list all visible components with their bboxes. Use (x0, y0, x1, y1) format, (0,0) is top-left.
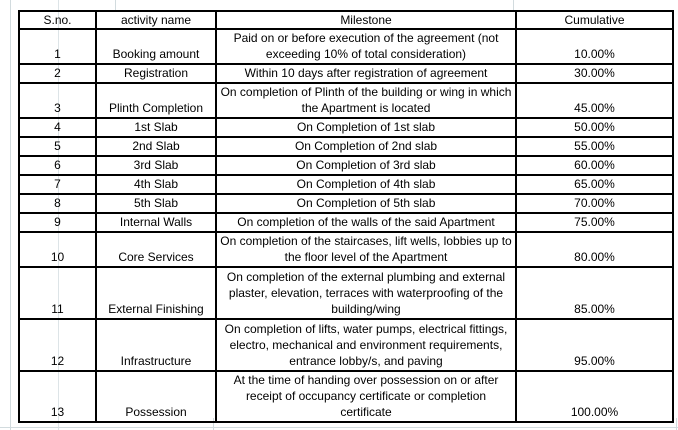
cumulative-cell: 65.00% (516, 175, 673, 194)
activity-cell: 4th Slab (96, 175, 216, 194)
milestone-cell: Paid on or before execution of the agreement (not exceeding 10% of total consideration) (216, 29, 516, 64)
activity-cell: Infrastructure (96, 319, 216, 371)
payment-schedule-table (18, 10, 674, 423)
header-sno: S.no. (19, 11, 96, 29)
sno-cell: 9 (19, 213, 96, 232)
cumulative-cell: 60.00% (516, 156, 673, 175)
milestone-cell: On completion of the external plumbing and external plaster, elevation, terraces with waterproofing of the building/wing (216, 267, 516, 319)
table-row (19, 29, 673, 64)
sno-cell: 5 (19, 137, 96, 156)
header-activity: activity name (96, 11, 216, 29)
activity-cell: Possession (96, 371, 216, 422)
activity-cell: 1st Slab (96, 118, 216, 137)
milestone-cell: On Completion of 1st slab (216, 118, 516, 137)
milestone-cell: On completion of the walls of the said Apartment (216, 213, 516, 232)
gridline-vertical (115, 0, 116, 10)
activity-cell: 2nd Slab (96, 137, 216, 156)
milestone-cell: On Completion of 5th slab (216, 194, 516, 213)
sno-cell: 10 (19, 232, 96, 267)
sno-cell: 2 (19, 64, 96, 83)
table-row (19, 118, 673, 137)
gridline-vertical (676, 418, 677, 430)
cumulative-cell: 70.00% (516, 194, 673, 213)
sno-cell: 6 (19, 156, 96, 175)
activity-cell: Internal Walls (96, 213, 216, 232)
activity-cell: Booking amount (96, 29, 216, 64)
milestone-cell: On completion of lifts, water pumps, electrical fittings, electro, mechanical and environment requirements, entrance lobby/s, and paving (216, 319, 516, 371)
sno-cell: 12 (19, 319, 96, 371)
activity-cell: Registration (96, 64, 216, 83)
cumulative-cell: 55.00% (516, 137, 673, 156)
cumulative-cell: 50.00% (516, 118, 673, 137)
sno-cell: 13 (19, 371, 96, 422)
cumulative-cell: 10.00% (516, 29, 673, 64)
cumulative-cell: 30.00% (516, 64, 673, 83)
milestone-cell: At the time of handing over possession on or after receipt of occupancy certificate or completion certificate (216, 371, 516, 422)
header-cumulative: Cumulative (516, 11, 673, 29)
milestone-cell: On Completion of 2nd slab (216, 137, 516, 156)
header-row (19, 11, 673, 29)
cumulative-cell: 100.00% (516, 371, 673, 422)
gridline-vertical (10, 0, 11, 430)
sno-cell: 3 (19, 83, 96, 118)
header-milestone: Milestone (216, 11, 516, 29)
sno-cell: 11 (19, 267, 96, 319)
table-row (19, 83, 673, 118)
table-row (19, 194, 673, 213)
sno-cell: 8 (19, 194, 96, 213)
milestone-cell: On Completion of 3rd slab (216, 156, 516, 175)
table-row (19, 232, 673, 267)
activity-cell: 5th Slab (96, 194, 216, 213)
table-row (19, 319, 673, 371)
table-row (19, 175, 673, 194)
gridline-horizontal (0, 427, 678, 428)
sno-cell: 1 (19, 29, 96, 64)
activity-cell: Core Services (96, 232, 216, 267)
milestone-cell: On completion of the staircases, lift wells, lobbies up to the floor level of the Apartment (216, 232, 516, 267)
cumulative-cell: 95.00% (516, 319, 673, 371)
cumulative-cell: 80.00% (516, 232, 673, 267)
milestone-cell: On completion of Plinth of the building or wing in which the Apartment is located (216, 83, 516, 118)
cumulative-cell: 85.00% (516, 267, 673, 319)
milestone-cell: Within 10 days after registration of agreement (216, 64, 516, 83)
sno-cell: 4 (19, 118, 96, 137)
table-row (19, 156, 673, 175)
table-row (19, 267, 673, 319)
sno-cell: 7 (19, 175, 96, 194)
activity-cell: External Finishing (96, 267, 216, 319)
table-row (19, 137, 673, 156)
cumulative-cell: 45.00% (516, 83, 673, 118)
table-row (19, 371, 673, 422)
gridline-vertical (513, 0, 514, 10)
cumulative-cell: 75.00% (516, 213, 673, 232)
activity-cell: Plinth Completion (96, 83, 216, 118)
activity-cell: 3rd Slab (96, 156, 216, 175)
table-row (19, 213, 673, 232)
table-row (19, 64, 673, 83)
milestone-cell: On Completion of 4th slab (216, 175, 516, 194)
